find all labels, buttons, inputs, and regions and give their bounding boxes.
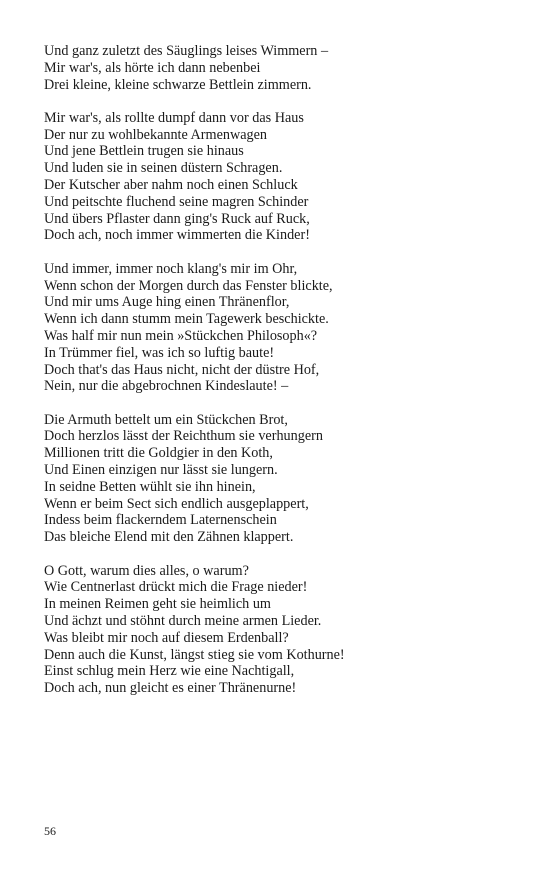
poem-line: Indess beim flackerndem Laternenschein [44,512,277,529]
stanza-4 [44,412,524,546]
stanza-3 [44,261,524,395]
poem-line: Mir war's, als rollte dumpf dann vor das Haus [44,109,304,126]
poem-line: Doch herzlos lässt der Reichthum sie verhungern [44,428,323,445]
poem-line: Das bleiche Elend mit den Zähnen klappert. [44,529,294,546]
poem-line: Doch that's das Haus nicht, nicht der düstre Hof, [44,361,320,378]
stanza-2 [44,110,524,244]
poem-line: Nein, nur die abgebrochnen Kindeslaute! – [44,378,289,395]
poem-line: Wie Centnerlast drückt mich die Frage nieder! [44,579,308,596]
page-number: 56 [44,824,56,838]
poem-line: Und ganz zuletzt des Säuglings leises Wimmern – [44,43,329,59]
poem-line: Doch ach, nun gleicht es einer Thränenurne! [44,680,297,697]
poem-line: Und mir ums Auge hing einen Thränenflor, [44,294,290,311]
poem-line: Denn auch die Kunst, längst stieg sie vom Kothurne! [44,646,345,663]
poem-line: Der nur zu wohlbekannte Armenwagen [44,126,267,143]
poem-line: Doch ach, noch immer wimmerten die Kinder! [44,227,310,244]
poem-text [44,43,524,713]
poem-line: Und ächzt und stöhnt durch meine armen Lieder. [44,612,322,629]
poem-line: Wenn ich dann stumm mein Tagewerk beschickte. [44,311,329,328]
poem-line: Und übers Pflaster dann ging's Ruck auf Ruck, [44,210,310,227]
poem-line: Was half mir nun mein »Stückchen Philosoph«? [44,327,318,344]
poem-line: Millionen tritt die Goldgier in den Koth, [44,445,273,462]
poem-line: Und peitschte fluchend seine magren Schinder [44,193,309,210]
poem-line: Und jene Bettlein trugen sie hinaus [44,143,244,160]
poem-line: Die Armuth bettelt um ein Stückchen Brot, [44,411,288,428]
poem-line: O Gott, warum dies alles, o warum? [44,562,249,579]
poem-line: Der Kutscher aber nahm noch einen Schluck [44,177,298,194]
poem-line: Einst schlug mein Herz wie eine Nachtigall, [44,663,295,680]
poem-line: In seidne Betten wühlt sie ihn hinein, [44,478,256,495]
poem-line: Wenn schon der Morgen durch das Fenster blickte, [44,277,333,294]
poem-line: Mir war's, als hörte ich dann nebenbei [44,59,261,76]
stanza-1 [44,43,524,93]
poem-line: Wenn er beim Sect sich endlich ausgeplappert, [44,495,309,512]
stanza-5 [44,563,524,697]
poem-line: Was bleibt mir noch auf diesem Erdenball? [44,629,289,646]
poem-line: In Trümmer fiel, was ich so luftig baute! [44,344,275,361]
poem-line: Und luden sie in seinen düstern Schragen. [44,160,283,177]
poem-line: In meinen Reimen geht sie heimlich um [44,596,271,613]
poem-line: Und Einen einzigen nur lässt sie lungern. [44,462,278,479]
poem-line: Drei kleine, kleine schwarze Bettlein zimmern. [44,76,312,93]
poem-line: Und immer, immer noch klang's mir im Ohr, [44,260,298,277]
